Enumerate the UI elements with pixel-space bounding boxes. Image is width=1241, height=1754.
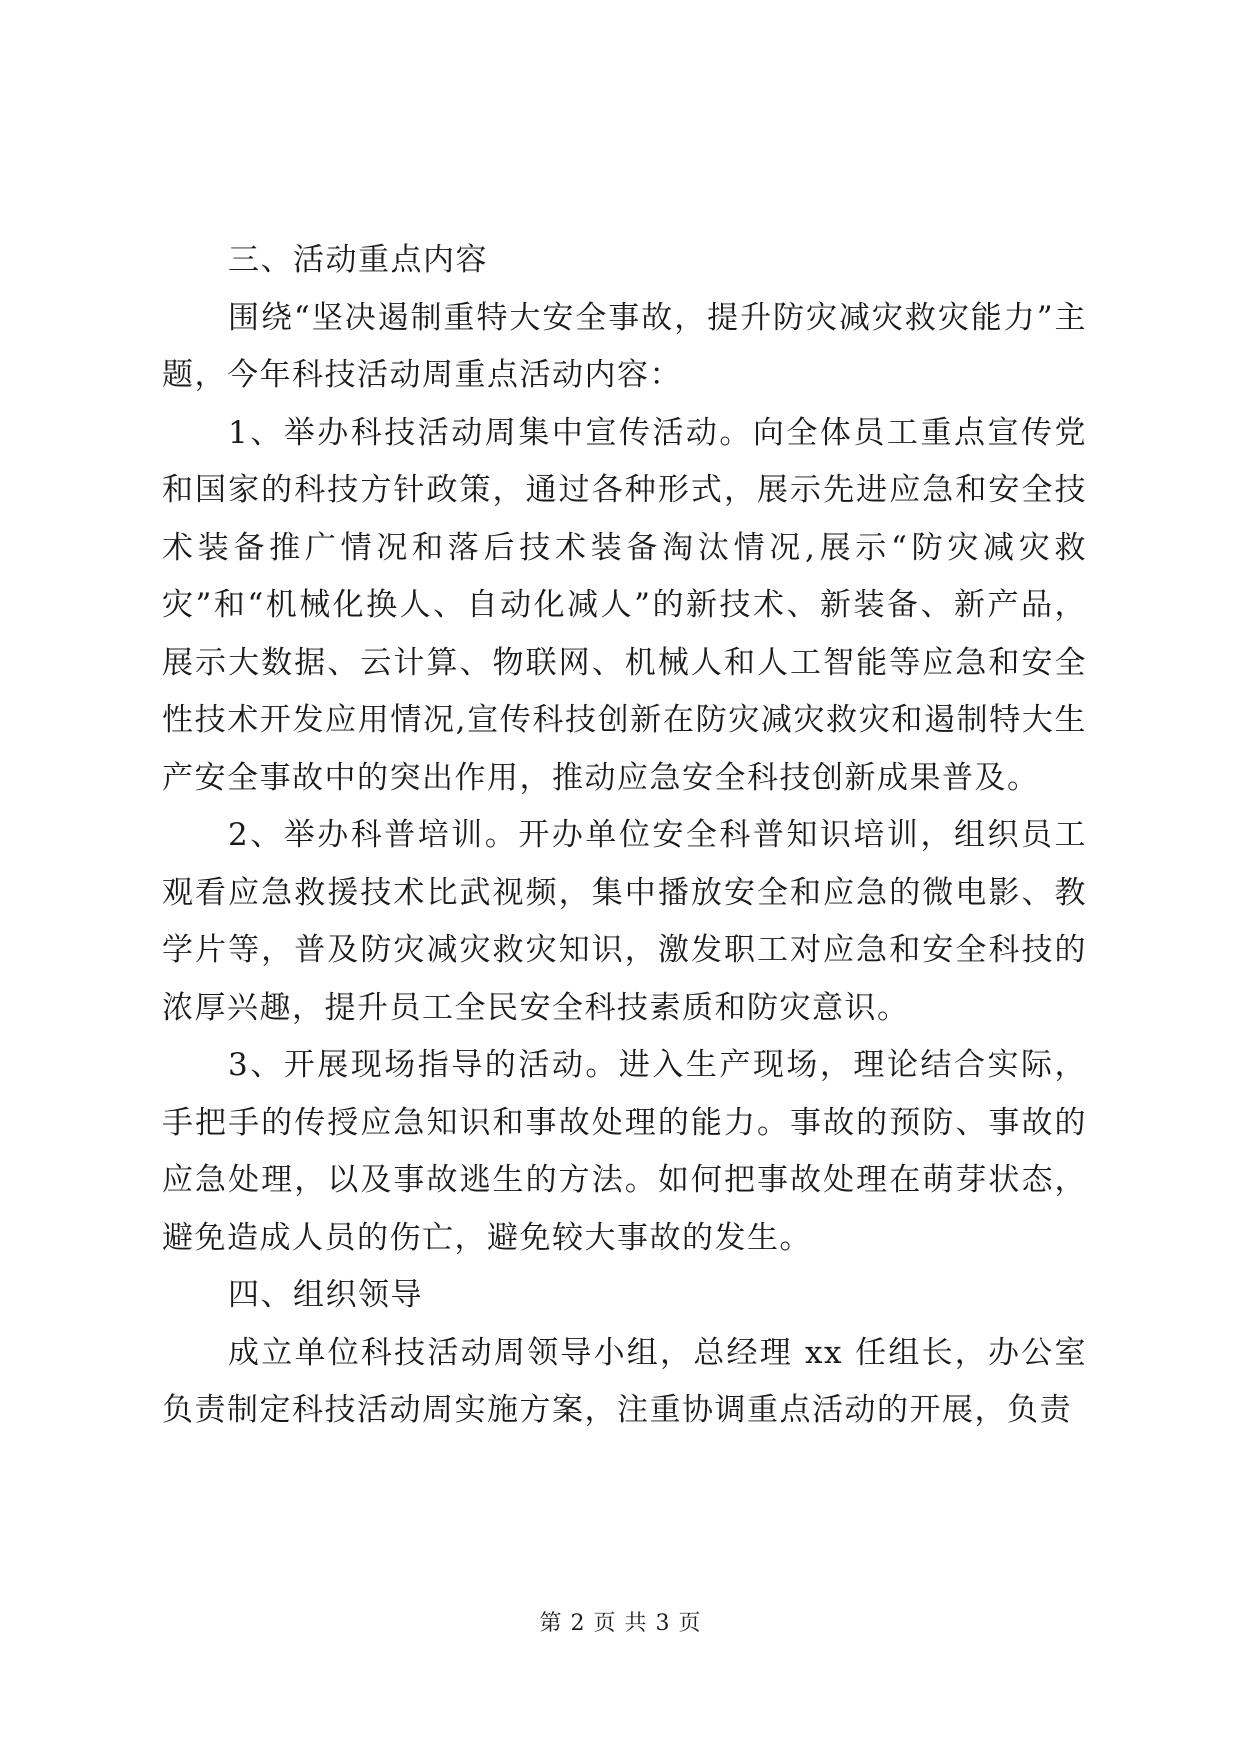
section-heading-activity-content: 三、活动重点内容 [228,242,488,278]
page-number-footer: 第 2 页 共 3 页 [539,1611,702,1636]
list-item-publicity: 1、举办科技活动周集中宣传活动。向全体员工重点宣传党和国家的科技方针政策，通过各种形式，展示先进应急和安全技术装备推广情况和落后技术装备淘汰情况,展示“防灾减灾救灾”和“机械化换人、自动化减人”的新技术、新装备、新产品，展示大数据、云计算、物联网、机械人和人工智能等应急和安全性技术开发应用情况,宣传科技创新在防灾减灾救灾和遏制特大生产安全事故中的突出作用，推动应急安全科技创新成果普及。 [162,414,1087,796]
list-item-training: 2、举办科普培训。开办单位安全科普知识培训，组织员工观看应急救援技术比武视频，集中播放安全和应急的微电影、教学片等，普及防灾减灾救灾知识，激发职工对应急和安全科技的浓厚兴趣，提升员工全民安全科技素质和防灾意识。 [162,817,1087,1026]
section-heading-leadership: 四、组织领导 [228,1277,423,1313]
leadership-paragraph: 成立单位科技活动周领导小组，总经理 xx 任组长，办公室负责制定科技活动周实施方案，注重协调重点活动的开展，负责 [162,1334,1087,1428]
document-body [162,232,1087,1440]
list-item-onsite-guidance: 3、开展现场指导的活动。进入生产现场，理论结合实际，手把手的传授应急知识和事故处理的能力。事故的预防、事故的应急处理，以及事故逃生的方法。如何把事故处理在萌芽状态，避免造成人员的伤亡，避免较大事故的发生。 [162,1047,1087,1256]
intro-paragraph: 围绕“坚决遏制重特大安全事故，提升防灾减灾救灾能力”主题，今年科技活动周重点活动内容： [162,299,1087,393]
